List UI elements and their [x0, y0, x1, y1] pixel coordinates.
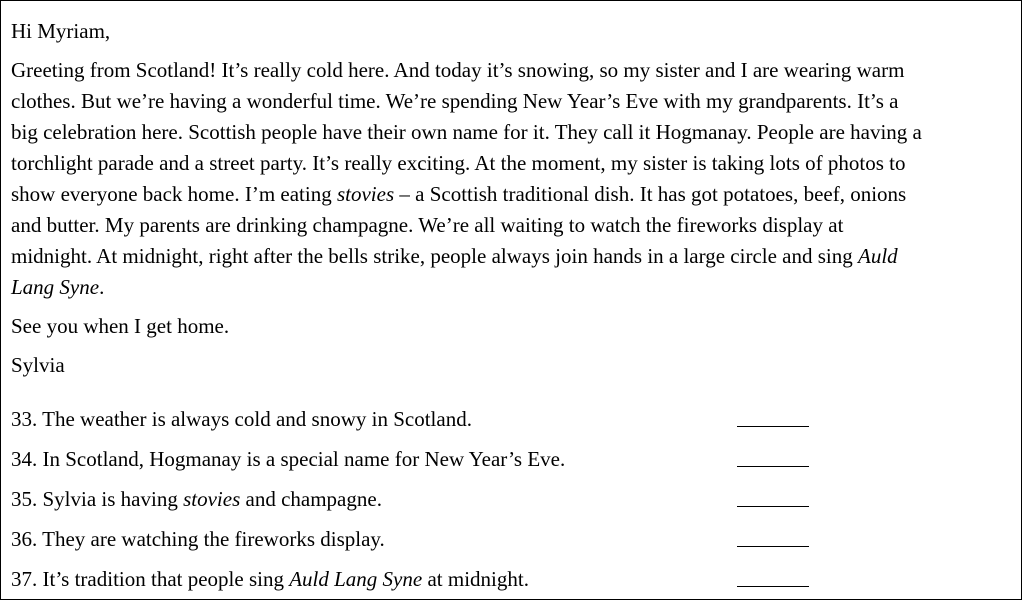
question-statement: Sylvia is having [42, 487, 184, 511]
question-list [11, 404, 1023, 604]
letter-signature: Sylvia [11, 353, 65, 377]
line-text: – a Scottish traditional dish. It has got potatoes, beef, onions [394, 182, 907, 206]
question-row [11, 404, 1023, 444]
letter-line [11, 272, 1023, 303]
line-text: show everyone back home. I’m eating [11, 182, 337, 206]
letter-closing: See you when I get home. [11, 314, 230, 338]
italic-term: Auld Lang Syne [289, 567, 423, 591]
italic-term: Auld [858, 244, 898, 268]
question-statement: at midnight. [422, 567, 529, 591]
question-statement: and champagne. [240, 487, 382, 511]
question-text [11, 404, 472, 435]
letter-line: Greeting from Scotland! It’s really cold here. And today it’s snowing, so my sister and I are wearing warm [11, 58, 905, 82]
question-statement: The weather is always cold and snowy in Scotland. [42, 407, 472, 431]
question-text [11, 444, 565, 475]
question-text [11, 524, 385, 555]
question-number: 36. [11, 527, 38, 551]
letter-line: torchlight parade and a street party. It’s really exciting. At the moment, my sister is taking lots of photos to [11, 151, 906, 175]
answer-blank[interactable] [737, 506, 809, 507]
question-row [11, 484, 1023, 524]
letter-greeting: Hi Myriam, [11, 19, 111, 43]
question-statement: They are watching the fireworks display. [42, 527, 385, 551]
letter-line: clothes. But we’re having a wonderful time. We’re spending New Year’s Eve with my grandparents. It’s a [11, 89, 899, 113]
letter-line: big celebration here. Scottish people have their own name for it. They call it Hogmanay. People are having a [11, 120, 922, 144]
letter-line: and butter. My parents are drinking champagne. We’re all waiting to watch the fireworks display at [11, 213, 844, 237]
italic-term: stovies [183, 487, 241, 511]
question-row [11, 444, 1023, 484]
question-statement: In Scotland, Hogmanay is a special name for New Year’s Eve. [42, 447, 566, 471]
question-number: 35. [11, 487, 38, 511]
question-number: 37. [11, 567, 38, 591]
question-statement: It’s tradition that people sing [42, 567, 290, 591]
question-number: 33. [11, 407, 38, 431]
answer-blank[interactable] [737, 466, 809, 467]
question-row [11, 564, 1023, 604]
letter-line [11, 241, 1023, 272]
question-row [11, 524, 1023, 564]
letter-line [11, 179, 1023, 210]
answer-blank[interactable] [737, 546, 809, 547]
letter-body [11, 55, 1023, 303]
italic-term: stovies [336, 182, 395, 206]
question-text [11, 564, 529, 595]
line-text: . [99, 275, 105, 299]
line-text: midnight. At midnight, right after the bells strike, people always join hands in a large circle and sing [11, 244, 859, 268]
answer-blank[interactable] [737, 586, 809, 587]
italic-term: Lang Syne [11, 275, 100, 299]
letter [11, 16, 1023, 389]
question-text [11, 484, 382, 515]
answer-blank[interactable] [737, 426, 809, 427]
question-number: 34. [11, 447, 38, 471]
